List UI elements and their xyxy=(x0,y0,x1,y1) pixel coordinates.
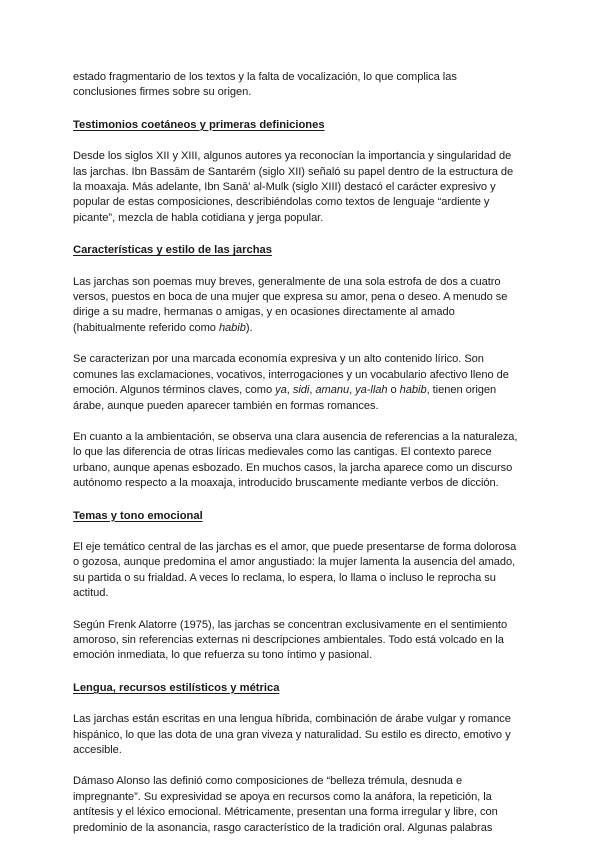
italic-term: habib xyxy=(218,321,246,334)
section-heading-temas: Temas y tono emocional xyxy=(73,509,203,522)
text-run: , tienen origen árabe, aunque pueden aparecer también en formas romances. xyxy=(73,384,497,412)
paragraph-lengua-2: Dámaso Alonso las definió como composiciones de “belleza trémula, desnuda e impregnante”. Su expresividad se apoya en recursos como la anáfora, la repetición, la antítesis y el léxico emocional. Métricamente, presentan una forma irregular y libre, con predominio de la asonancia, rasgo característico de la tradición oral. Algunas palabras xyxy=(73,775,498,834)
section-heading-testimonios: Testimonios coetáneos y primeras definiciones xyxy=(73,118,325,131)
paragraph-testimonios: Desde los siglos XII y XIII, algunos autores ya reconocían la importancia y singularidad de las jarchas. Ibn Bassām de Santarém (siglo XII) señaló su papel dentro de la estructura de la moaxaja. Más adelante, Ibn Sanā' al-Mulk (siglo XIII) destacó el carácter expresivo y popular de estas composiciones, describiéndolas como textos de lenguaje “ardiente y picante”, mezcla de habla cotidiana y jerga popular. xyxy=(73,150,514,224)
text-run: , xyxy=(349,384,356,397)
text-run: , xyxy=(286,384,293,397)
text-run: , xyxy=(309,384,316,397)
section-heading-caracteristicas: Características y estilo de las jarchas xyxy=(73,244,273,257)
paragraph-temas-2: Según Frenk Alatorre (1975), las jarchas se concentran exclusivamente en el sentimiento amoroso, sin referencias externas ni descripciones ambientales. Todo está volcado en la emoción inmediata, lo que refuerza su tono íntimo y pasional. xyxy=(73,618,508,662)
paragraph-caracteristicas-1 xyxy=(73,275,523,337)
italic-term: amanu xyxy=(315,384,350,397)
paragraph-caracteristicas-2 xyxy=(73,352,523,414)
paragraph-continuation: estado fragmentario de los textos y la falta de vocalización, lo que complica las conclusiones firmes sobre su origen. xyxy=(73,71,457,99)
section-heading-lengua: Lengua, recursos estilísticos y métrica xyxy=(73,681,280,694)
document-body xyxy=(73,70,523,836)
italic-term: ya xyxy=(275,384,287,397)
italic-term: sidi xyxy=(292,384,310,397)
paragraph-temas-1: El eje temático central de las jarchas es el amor, que puede presentarse de forma dolorosa o gozosa, aunque predomina el amor angustiado: la mujer lamenta la ausencia del amado, su partida o su frialdad. A veces lo reclama, lo espera, lo llama o incluso le reprocha su actitud. xyxy=(73,540,517,600)
text-run: o xyxy=(387,384,400,397)
paragraph-lengua-1: Las jarchas están escritas en una lengua híbrida, combinación de árabe vulgar y romance hispánico, lo que las dota de una gran viveza y naturalidad. Su estilo es directo, emotivo y accesible. xyxy=(73,713,511,756)
italic-term: habib xyxy=(399,384,427,397)
italic-term: ya-llah xyxy=(355,384,388,397)
paragraph-caracteristicas-3: En cuanto a la ambientación, se observa una clara ausencia de referencias a la naturaleza, lo que las diferencia de otras líricas medievales como las cantigas. El contexto parece urbano, aunque apenas esbozado. En muchos casos, la jarcha aparece como un discurso autónomo respecto a la moaxaja, introducido bruscamente mediante verbos de dicción. xyxy=(73,430,518,490)
text-run: ). xyxy=(245,321,253,334)
text-run: Las jarchas son poemas muy breves, generalmente de una sola estrofa de dos a cuatro versos, puestos en boca de una mujer que expresa su amor, pena o deseo. A menudo se dirige a su madre, hermanas o amigas, y en ocasiones directamente al amado (habitualmente referido como xyxy=(73,275,508,334)
text-run: Se caracterizan por una marcada economía expresiva y un alto contenido lírico. Son comunes las exclamaciones, vocativos, interrogaciones y un vocabulario afectivo lleno de emoción. Algunos términos claves, como xyxy=(73,353,509,397)
